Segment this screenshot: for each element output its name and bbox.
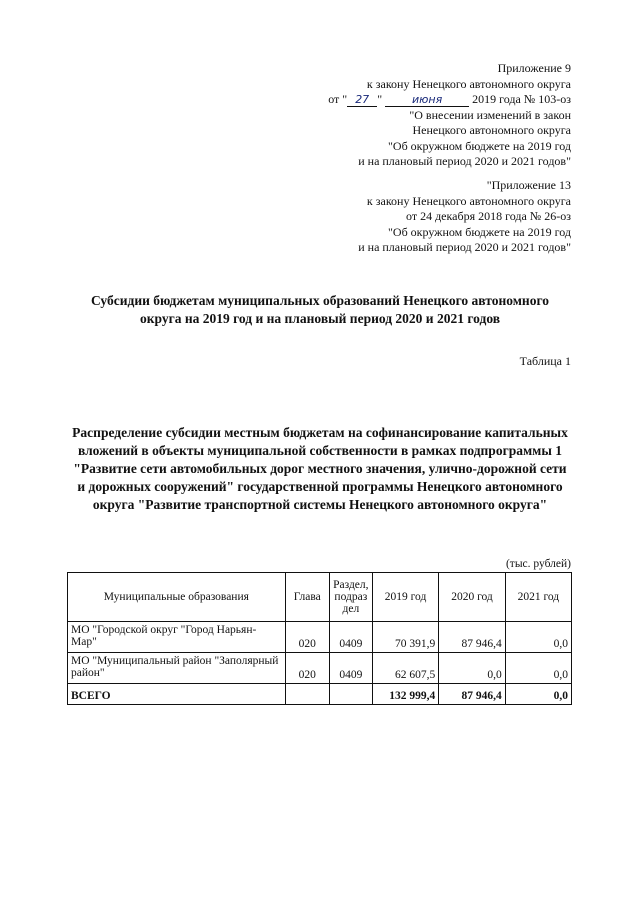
header-razdel: Раздел, подраз дел xyxy=(329,573,372,622)
annex-line: "Приложение 13 xyxy=(486,178,571,192)
cell-total-2020: 87 946,4 xyxy=(439,684,505,705)
cell-2019: 62 607,5 xyxy=(372,653,438,684)
cell-razdel: 0409 xyxy=(329,622,372,653)
header-2020: 2020 год xyxy=(439,573,505,622)
handwritten-month: июня xyxy=(385,94,469,107)
annex-line: "Об окружном бюджете на 2019 год xyxy=(388,138,571,153)
subsidy-table xyxy=(67,572,572,705)
title-line: Субсидии бюджетам муниципальных образований Ненецкого автономного xyxy=(91,293,549,308)
cell-municipality: МО "Муниципальный район "Заполярный район" xyxy=(68,653,286,684)
header-glava: Глава xyxy=(285,573,329,622)
annex-9-header xyxy=(328,61,571,170)
handwritten-day: 27 xyxy=(347,94,377,107)
annex-line: от 24 декабря 2018 года № 26-оз xyxy=(405,209,571,223)
annex-13-header xyxy=(358,178,571,256)
table-total-row xyxy=(68,684,572,705)
table-label: Таблица 1 xyxy=(519,354,571,368)
cell-glava: 020 xyxy=(285,622,329,653)
annex-line: "Об окружном бюджете на 2019 год xyxy=(388,224,571,239)
title-line: вложений в объекты муниципальной собственности в рамках подпрограммы 1 xyxy=(77,443,563,458)
annex-line: к закону Ненецкого автономного округа xyxy=(366,193,571,208)
cell-total-label: ВСЕГО xyxy=(68,684,286,705)
header-2021: 2021 год xyxy=(505,573,571,622)
annex-line: Ненецкого автономного округа xyxy=(412,123,571,137)
annex-line: и на плановый период 2020 и 2021 годов" xyxy=(358,240,571,254)
annex-line: Приложение 9 xyxy=(497,61,571,75)
header-municipalities: Муниципальные образования xyxy=(68,573,286,622)
annex-line: к закону Ненецкого автономного округа xyxy=(366,76,571,91)
table-row xyxy=(68,653,572,684)
date-prefix: от " xyxy=(328,92,348,106)
annex-date-line xyxy=(328,92,571,108)
title-line: "Развитие сети автомобильных дорог местного значения, улично-дорожной сети xyxy=(73,461,567,476)
cell-razdel: 0409 xyxy=(329,653,372,684)
date-suffix: 2019 года № 103-оз xyxy=(472,92,571,106)
title-line: и дорожных сооружений" государственной программы Ненецкого автономного xyxy=(77,479,563,494)
header-2019: 2019 год xyxy=(372,573,438,622)
title-line: Распределение субсидии местным бюджетам на софинансирование капитальных xyxy=(72,425,568,440)
distribution-title xyxy=(40,424,600,514)
cell-2021: 0,0 xyxy=(505,653,571,684)
table-row xyxy=(68,622,572,653)
cell-total-2019: 132 999,4 xyxy=(372,684,438,705)
table-header-row xyxy=(68,573,572,622)
cell-total-2021: 0,0 xyxy=(505,684,571,705)
units-label: (тыс. рублей) xyxy=(505,558,571,570)
cell-empty xyxy=(285,684,329,705)
cell-2020: 0,0 xyxy=(439,653,505,684)
title-line: округа на 2019 год и на плановый период 2020 и 2021 годов xyxy=(139,311,501,326)
document-title xyxy=(40,292,600,328)
cell-glava: 020 xyxy=(285,653,329,684)
date-quote: " xyxy=(377,92,383,106)
annex-line: "О внесении изменений в закон xyxy=(409,107,571,122)
cell-2021: 0,0 xyxy=(505,622,571,653)
cell-municipality: МО "Городской округ "Город Нарьян-Мар" xyxy=(68,622,286,653)
annex-line: и на плановый период 2020 и 2021 годов" xyxy=(358,154,571,168)
cell-2020: 87 946,4 xyxy=(439,622,505,653)
cell-empty xyxy=(329,684,372,705)
cell-2019: 70 391,9 xyxy=(372,622,438,653)
title-line: округа "Развитие транспортной системы Ненецкого автономного округа" xyxy=(92,497,548,512)
